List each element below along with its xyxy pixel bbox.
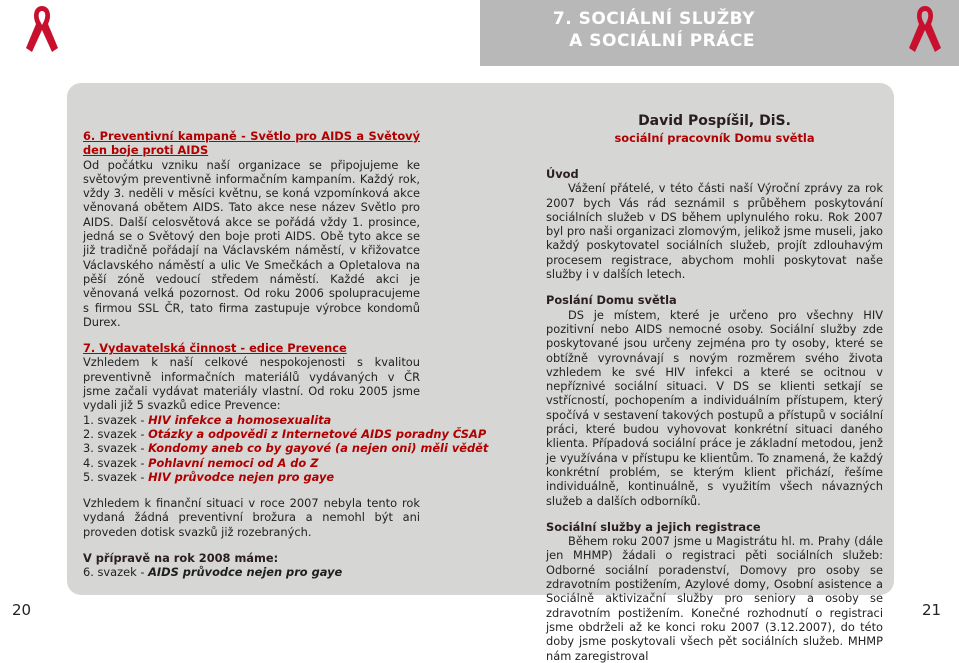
volume-prefix: 6. svazek - <box>83 565 149 580</box>
section-7-paragraph: Vzhledem k naší celkové nespokojenosti s kvalitou preventivně informačních materiálů vydávaných v ČR jsme začali vydávat materiály vlastní. Od roku 2005 jsme vydali již 5 svazků edice Prevence: <box>83 355 420 413</box>
volume-item-1 <box>83 413 420 427</box>
intro-heading: Úvod <box>546 167 579 181</box>
section-title-line1: 7. SOCIÁLNÍ SLUŽBY <box>552 9 755 29</box>
red-ribbon-icon <box>22 2 62 54</box>
section-title-line2: A SOCIÁLNÍ PRÁCE <box>569 31 755 51</box>
volume-prefix: 3. svazek - <box>83 441 149 456</box>
author-block <box>546 112 883 146</box>
volume-item-4 <box>83 456 420 470</box>
intro-paragraph: Vážení přátelé, v této části naší Výroční zprávy za rok 2007 bych Vás rád seznámil s průběhem poskytování sociálních služeb v DS během uplynulého roku. Rok 2007 byl pro naši organizaci zlomovým, jelikož jsme museli, jako každý poskytovatel sociálních služeb, projít zdlouhavým procesem registrace, abychom mohli poskytovat naše služby i v dalších letech. <box>546 181 883 282</box>
registration-heading: Sociální služby a jejich registrace <box>546 519 761 534</box>
header-band <box>0 0 959 66</box>
mission-paragraph: DS je místem, které je určeno pro všechny HIV pozitivní nebo AIDS nemocné osoby. Sociální služby zde poskytované jsou určeny zejména pro ty osoby, které se obtížně vyrovnávají s novým rozměrem svého života vzhledem ke své HIV infekci a které se ocitnou v nepříznivé sociální situaci. V DS se klienti setkají se vstřícností, pochopením a individuálním přístupem, který spočívá v sestavení takových postupů a přístupů v sociální práci, které budou vyhovovat konkrétní situaci daného klienta. Případová sociální práce je základní metodou, jenž je využívána v přístupu ke klientům. To znamená, že každý konkrétní problém, se kterým klient přichází, řešíme individuálně, kontinuálně, s využitím všech návazných služeb a dalších odborníků. <box>546 307 883 508</box>
page-number-right: 21 <box>922 601 942 619</box>
volume-item-3 <box>83 441 489 456</box>
volume-title: HIV infekce a homosexualita <box>148 412 332 427</box>
volume-prefix: 1. svazek - <box>83 412 149 427</box>
volume-title: Otázky a odpovědi z Internetové AIDS poradny ČSAP <box>148 426 487 441</box>
section-6-heading: 6. Preventivní kampaně - Světlo pro AIDS a Světový den boje proti AIDS <box>83 129 420 158</box>
volume-item-5 <box>83 470 420 484</box>
preparation-heading: V přípravě na rok 2008 máme: <box>83 551 279 566</box>
section-7-paragraph-2: Vzhledem k finanční situaci v roce 2007 nebyla tento rok vydaná žádná preventivní brožura a nemohl být ani proveden dotisk svazků již rozebraných. <box>83 496 420 539</box>
volume-item-2 <box>83 426 487 441</box>
volume-list <box>83 412 489 484</box>
section-6-paragraph: Od počátku vzniku naší organizace se připojujeme ke světovým preventivně informačním kampaním. Každý rok, vždy 3. neděli v měsíci květnu, se koná vzpomínková akce věnovaná obětem AIDS. Tato akce nese název Světlo pro AIDS. Další celosvětová akce se pořádá vždy 1. prosince, jedná se o Světový den boje proti AIDS. Obě tyto akce se již tradičně pořádají na Václavském náměstí, v křižovatce Václavského náměstí a ulic Ve Smečkách a Opletalova na pěší zóně vedoucí středem náměstí. Každé akci je věnovaná velká pozornost. Od roku 2006 spolupracujeme s firmou SSL ČR, tato firma zastupuje výrobce kondomů Durex. <box>83 157 420 329</box>
volume-prefix: 2. svazek - <box>83 426 149 441</box>
volume-title: Pohlavní nemoci od A do Z <box>148 455 319 470</box>
volume-title: HIV průvodce nejen pro gaye <box>148 469 335 484</box>
left-column <box>83 129 489 580</box>
red-ribbon-icon <box>905 2 945 54</box>
volume-title: Kondomy aneb co by gayové (a nejen oni) měli vědět <box>148 441 489 456</box>
section-7-heading: 7. Vydavatelská činnost - edice Prevence <box>83 341 347 356</box>
author-name: David Pospíšil, DiS. <box>638 113 791 129</box>
volume-prefix: 4. svazek - <box>83 455 149 470</box>
right-column <box>546 167 883 663</box>
preparation-item <box>83 565 420 579</box>
volume-title: AIDS průvodce nejen pro gaye <box>148 565 343 580</box>
volume-prefix: 5. svazek - <box>83 469 149 484</box>
registration-paragraph: Během roku 2007 jsme u Magistrátu hl. m. Prahy (dále jen MHMP) žádali o registraci pěti sociálních služeb: Odborné sociální poradenství, Domovy pro osoby se zdravotním postižením, Azylové domy, Osobní asistence a Sociálně aktivizační služby pro seniory a osoby se zdravotním postižením. Konečné rozhodnutí o registraci jsme obdrželi až ke konci roku 2007 (3.12.2007), do této doby jsme poskytovali všech pět sociálních služeb. MHMP nám zaregistroval <box>546 534 883 663</box>
section-title <box>553 8 755 52</box>
mission-heading: Poslání Domu světla <box>546 293 677 308</box>
author-role: sociální pracovník Domu světla <box>614 131 815 145</box>
page-number-left: 20 <box>12 601 32 619</box>
